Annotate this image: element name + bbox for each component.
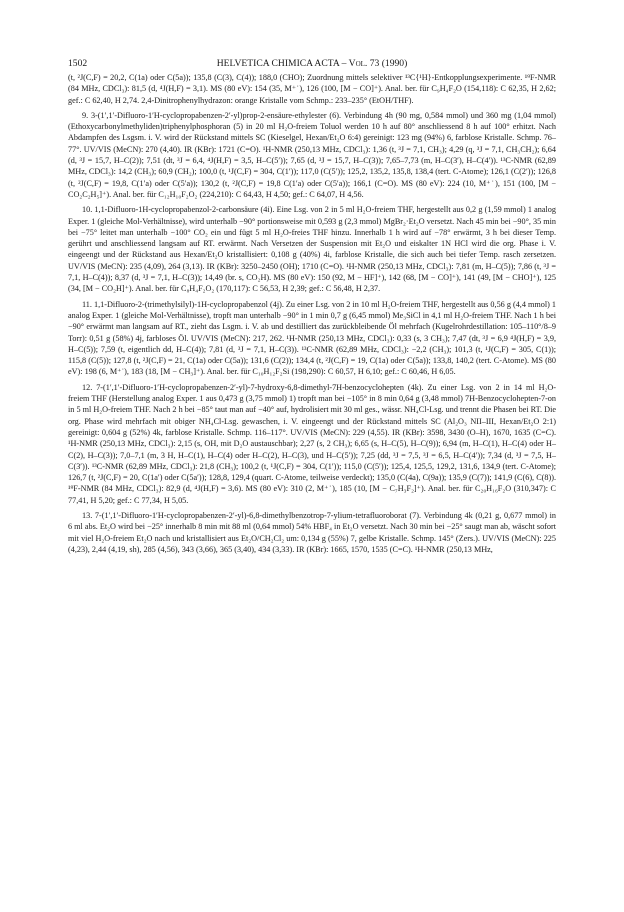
page-number: 1502: [68, 58, 88, 69]
paragraph-exp-13: 13. 7-(1′,1′-Difluoro-1′H-cyclopropabenzen-2′-yl)-6,8-dimethylbenzotrop-7-ylium-tetrafluoroborat (7). Verbindung 4k (0,21 g, 0,677 mmol) in 6 ml abs. Et₂O wird bei −25° innerhalb 8 min mit 88 ml (0,64 mmol) 54% HBF₄ in Et₂O versetzt. Nach 30 min bei −25° saugt man ab, wäscht sofort mit viel H₂O-freiem Et₂O nach und kristallisiert aus Et₂O/CH₂Cl₂ um: 0,134 g (55%) 7, gelbe Kristalle. Schmp. 145° (Zers.). UV/VIS (MeCN): 225 (4,23), 2,44 (4,19, sh), 285 (4,56), 343 (3,66), 365 (3,40), 434 (3,33). IR (KBr): 1665, 1570, 1535 (C=C). ¹H-NMR (250,13 MHz,: [68, 510, 556, 554]
paragraph-exp-12: 12. 7-(1′,1′-Difluoro-1′H-cyclopropabenzen-2′-yl)-7-hydroxy-6,8-dimethyl-7H-benzocyclohepten (4k). Zu einer Lsg. von 2 in 14 ml H₂O-freiem THF (Herstellung analog Exper. 1 aus 0,473 g (3,75 mmol) 1) tropft man bei −105° in 8 min 0,64 g (3,48 mmol) 7H-Benzocyclohepten-7-on in 5 ml H₂O-freiem THF. Nach 2 h bei −85° taut man auf −40° auf, hydrolisiert mit 30 ml ges., wässr. NH₄Cl-Lsg. und trennt die Phasen bei RT. Die org. Phase wird mehrfach mit obiger NH₄Cl-Lsg. gewaschen, i. V. eingeengt und der Rückstand mittels SC (Al₂O₃ NII–III, Hexan/Et₂O 2:1) gereinigt: 0,604 g (52%) 4k, farblose Kristalle. Schmp. 116–117°. UV/VIS (MeCN): 229 (4,55). IR (KBr): 3598, 3430 (O–H), 1670, 1635 (C=C). ¹H-NMR (250,13 MHz, CDCl₃): 2,15 (s, OH, mit D₂O austauschbar); 2,27 (s, 2 CH₃); 6,65 (s, H–C(5), H–C(9)); 6,94 (m, H–C(1), H–C(4) oder H–C(2), H–C(3)); 7,0–7,1 (m, 3 H, H–C(1), H–C(4) oder H–C(2), H–C(3), und H–C(5′)); 7,25 (dd, ³J = 7,5, ³J = 6,5, H–C(4′)); 7,34 (d, ³J = 7,5, H–C(3′)). ¹³C-NMR (62,89 MHz, CDCl₃): 21,8 (CH₃); 100,2 (t, ¹J(C,F) = 304, C(1′)); 115,0 (C(5′)); 125,4, 125,5, 129,2, 131,6, 134,9 (tert. C-Atome); 126,7 (t, ²J(C,F) = 20, C(1a′) oder C(5a′)); 128,8, 129,4 (quart. C-Atome, teilweise verdeckt); 135,0 (C(4a), C(9a)); 135,9 (C(7)); 141,9 (C(6), C(8)). ¹⁹F-NMR (84 MHz, CDCl₃): 82,9 (d, ⁴J(H,F) = 3,6). MS (80 eV): 310 (2, M⁺˙), 185 (10, [M − C₇H₃F₂]⁺). Anal. ber. für C₂₀H₁₆F₂O (310,347): C 77,41, H 5,20; gef.: C 77,34, H 5,05.: [68, 382, 556, 505]
journal-title: HELVETICA CHIMICA ACTA – Vol. 73 (1990): [216, 58, 408, 69]
paragraph-continued: (t, ²J(C,F) = 20,2, C(1a) oder C(5a)); 135,8 (C(3), C(4)); 188,0 (CHO); Zuordnung mittels selektiver ¹³C{¹H}-Entkopplungsexperimente. ¹⁹F-NMR (84 MHz, CDCl₃): 81,5 (d, ⁴J(H,F) = 3,1). MS (80 eV): 154 (35, M⁺˙), 126 (100, [M − CO]⁺). Anal. ber. für C₉H₄F₂O (154,118): C 62,35, H 2,62; gef.: C 62,40, H 2,74. 2,4-Dinitrophenylhydrazon: orange Kristalle vom Schmp.: 233–235° (EtOH/THF).: [68, 73, 556, 105]
article-body: [68, 72, 556, 559]
paragraph-exp-11: 11. 1,1-Difluoro-2-(trimethylsilyl)-1H-cyclopropabenzol (4j). Zu einer Lsg. von 2 in 10 ml H₂O-freiem THF, hergestellt aus 0,56 g (4,4 mmol) 1 analog Exper. 1 (gleiche Mol-Verhältnisse), tropft man unterhalb −90° in 1 min 0,7 g (6,45 mmol) Me₃SiCl in 4,1 ml H₂O-freiem THF. Nach 1 h bei −90° erwärmt man langsam auf RT., zieht das Lsgm. i. V. ab und destilliert das zurückbleibende Öl mehrfach (Kugelrohrdestillation: 105–110°/8–9 Torr): 0,51 g (58%) 4j, farbloses Öl. UV/VIS (MeCN): 217, 262. ¹H-NMR (250,13 MHz, CDCl₃): 0,33 (s, 3 CH₃); 7,47 (dt, ³J = 6,9 ⁴J(H,F) = 3,9, H–C(5)); 7,59 (t, eigentlich dd, H–C(4)); 7,81 (d, ³J = 7,1, H–C(3)). ¹³C-NMR (62,89 MHz, CDCl₃): −2,2 (CH₃); 101,3 (t, ¹J(C,F) = 305, C(1)); 115,8 (C(5)); 127,8 (t, ²J(C,F) = 21, C(1a) oder C(5a)); 131,6 (C(2)); 134,4 (t, ²J(C,F) = 19, C(1a) oder C(5a)); 133,8, 140,2 (tert. C-Atome). MS (80 eV): 198 (6, M⁺˙), 183 (18, [M − CH₃]⁺). Anal. ber. für C₁₀H₁₂F₂Si (198,290): C 60,57, H 6,10; gef.: C 60,46, H 6,05.: [68, 299, 556, 377]
paragraph-exp-9: 9. 3-(1′,1′-Difluoro-1′H-cyclopropabenzen-2′-yl)prop-2-ensäure-ethylester (6). Verbindung 4h (90 mg, 0,584 mmol) und 360 mg (1,04 mmol) (Ethoxycarbonylmethyliden)triphenylphosphoran (5) in 20 ml H₂O-freiem Toluol werden 10 h auf 80° anschliessend 8 h auf 100° erhitzt. Nach Abdampfen des Lsgsm. i. V. wird der Rückstand mittels SC (Kieselgel, Hexan/Et₂O 6:4) gereinigt: 123 mg (94%) 6, farblose Kristalle. Schmp. 76–77°. UV/VIS (MeCN): 270 (4,40). IR (KBr): 1721 (C=O). ¹H-NMR (250,13 MHz, CDCl₃): 1,36 (t, ³J = 7,1, CH₃); 4,29 (q, ³J = 7,1, CH₃CH₂); 6,64 (d, ³J = 15,7, H–C(2)); 7,51 (dt, ³J = 6,4, ⁴J(H,F) = 3,5, H–C(5′)); 7,65 (d, ³J = 15,7, H–C(3)); 7,65–7,73 (m, H–C(3′), H–C(4′)). ¹³C-NMR (62,89 MHz, CDCl₃): 14,2 (CH₃); 60,9 (CH₂); 100,0 (t, ¹J(C,F) = 304, C(1′)); 117,0 (C(5′)); 125,2, 135,2, 135,8, 138,4 (tert. C-Atome); 126,1 (C(2′)); 126,8 (t, ²J(C,F) = 19,8, C(1′a) oder C(5′a)); 130,2 (t, ²J(C,F) = 19,8 C(1′a) oder C(5′a)); 166,1 (C=O). MS (80 eV): 224 (10, M⁺˙), 151 (100, [M − CO₂C₂H₅]⁺). Anal. ber. für C₁₂H₁₀F₂O₂ (224,210): C 64,43, H 4,50; gef.: C 64,07, H 4,56.: [68, 110, 556, 199]
paragraph-exp-10: 10. 1,1-Difluoro-1H-cyclopropabenzol-2-carbonsäure (4i). Eine Lsg. von 2 in 5 ml H₂O-freiem THF, hergestellt aus 0,2 g (1,59 mmol) 1 analog Exper. 1 (gleiche Mol-Verhältnisse), wird unterhalb −90° portionsweise mit 0,593 g (2,3 mmol) MgBr₂·Et₂O versetzt. Nach 45 min bei −90°, 35 min bei −75° leitet man unterhalb −100° CO₂ ein und fügt 5 ml H₂O-freies THF hinzu. Innerhalb 1 h wird auf −78° erwärmt, 3 h bei dieser Temp. gerührt und anschliessend langsam auf RT. erwärmt. Nach Versetzen der Suspension mit Et₂O und eiskalter 1N HCl wird die org. Phase i. V. eingeengt und der Rückstand aus Hexan/Et₂O kristallisiert: 0,108 g (40%) 4i, farblose Kristalle, die sich auch bei tiefer Temp. rasch zersetzen. UV/VIS (MeCN): 235 (4,09), 264 (3,13). IR (KBr): 3250–2450 (OH); 1710 (C=O). ¹H-NMR (250,13 MHz, CDCl₃): 7,81 (m, H–C(5)); 7,86 (t, ³J = 7,1, H–C(4)); 8,37 (d, ³J = 7,1, H–C(3)); 14,49 (br. s, CO₂H). MS (80 eV): 150 (92, M − HF]⁺), 142 (68, [M − CO]⁺), 141 (49, [M − CHO]⁺), 125 (34, [M − CO₂H]⁺). Anal. ber. für C₈H₄F₂O₂ (170,117): C 56,53, H 2,39; gef.: C 56,48, H 2,37.: [68, 205, 556, 294]
